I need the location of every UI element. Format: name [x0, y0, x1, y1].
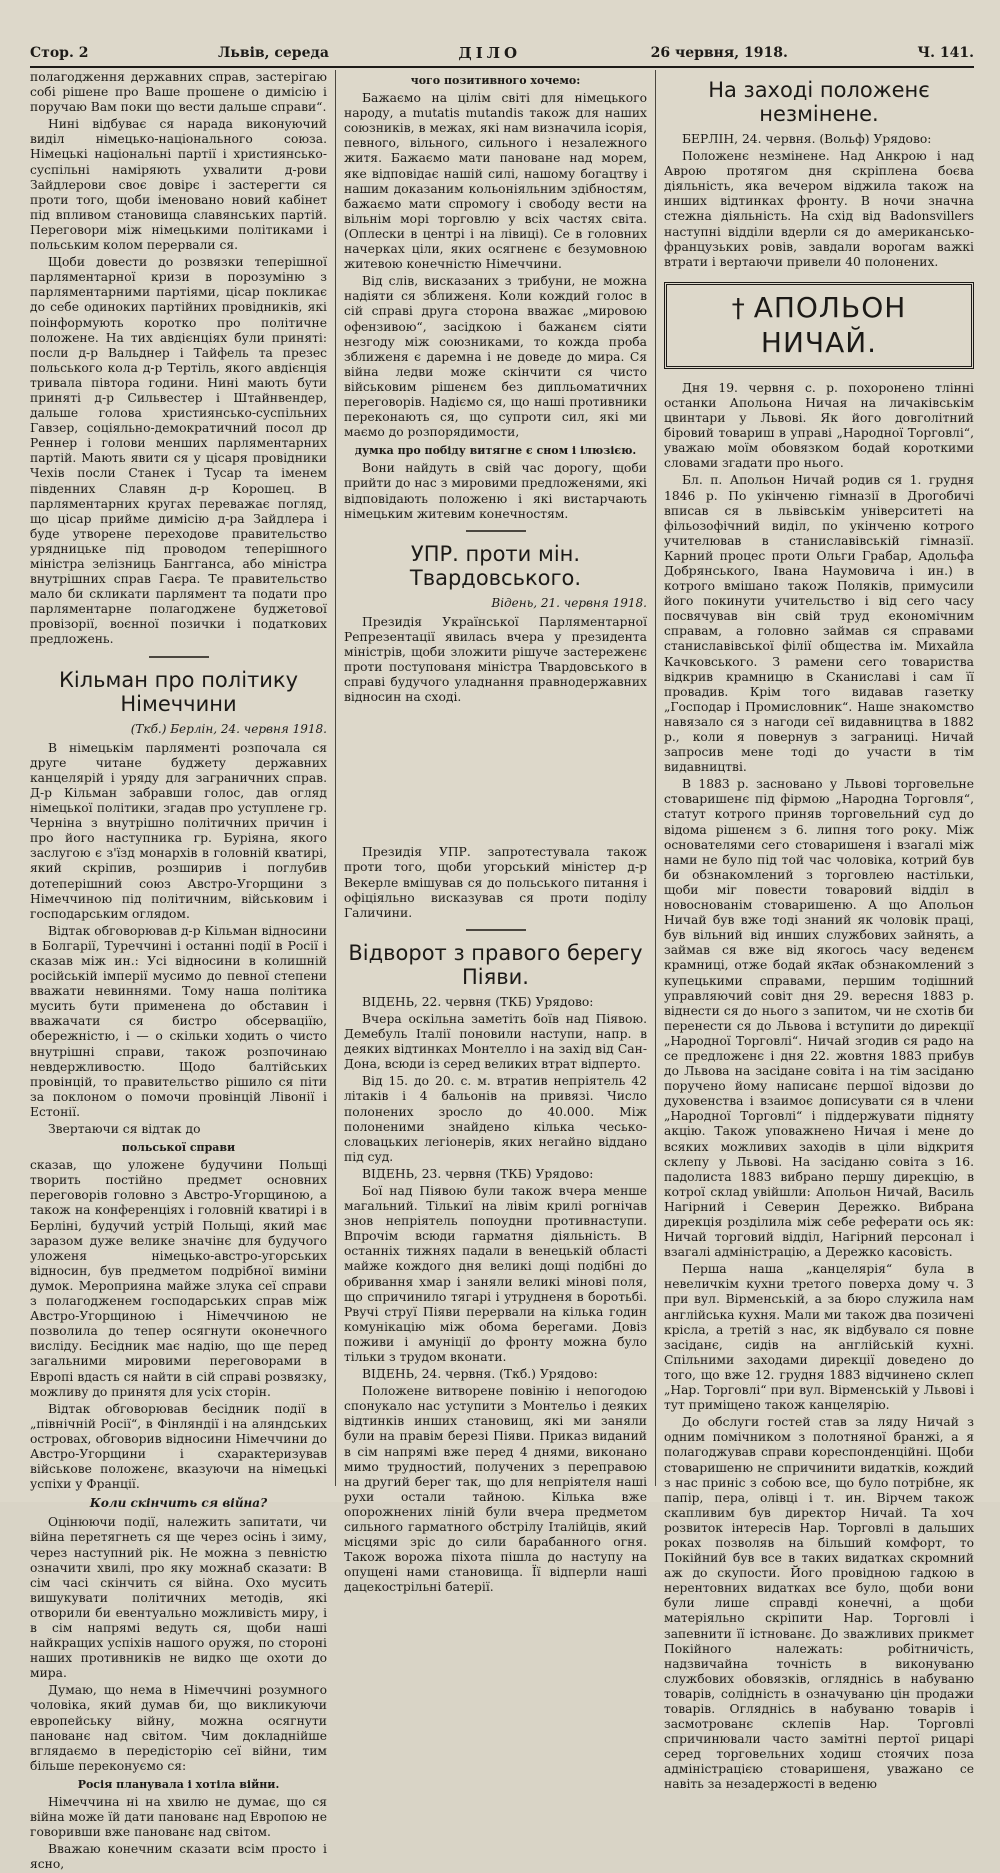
paragraph: Від слів, висказаних з трибуни, не можна надіяти ся зближеня. Коли кождий голос в сій справі друга сторона вважає „мировою офензивою“, засідкою і бажанєм сіяти незгоду між союзниками, то кожда проба зближеня є даремна і не доведе до мира. Ся війна ледви може скінчити ся чисто військовим рішенєм без дипльоматичних переговорів. Надіємо ся, що наші противники переконають ся, що супроти сил, які ми маємо до розпорядимости,: [344, 274, 647, 440]
article-headline: Відворот з правого берегу Піяви.: [348, 940, 643, 989]
dispatch-line: БЕРЛІН, 24. червня. (Вольф) Урядово:: [682, 132, 932, 146]
paragraph: Вони найдуть в свій час дорогу, щоби прийти до нас з мировими предложенями, які відповідають положеню і які вистарчають німецьким житевим конечностям.: [344, 461, 647, 521]
column-left: [30, 70, 336, 1872]
issue-number: Ч. 141.: [917, 45, 974, 61]
paragraph: Відтак обговорював д-р Кільман відносини в Болгарії, Туреччині і останні події в Росії і сказав між ин.: Усі відносини в колишній російській імперії мусимо до певної степени вважати невиннями. Тому наша політика мусить бути применена до обставин і вважачати ся бистро обсерваціїю, обережністю, і — о скільки ходить о чисто внутрішні справи, також розпочинаю невдержливостю. Щодо балтійських провінцій, то правительство рішило ся піти за поклоном о помочи провінцій Лівонії і Естонії.: [30, 923, 327, 1119]
obituary-title: АПОЛЬОН НИЧАЙ.: [753, 290, 907, 359]
page-number: Стор. 2: [30, 45, 89, 61]
paragraph: Президія УПР. запротестувала також проти того, щоби угорський міністер д-р Векерле вмішував ся до польського питання і офіціяльно висказував ся проти поділу Галичини.: [344, 845, 647, 920]
paragraph: Положене витворене повінію і непогодою спонукало нас уступити з Монтельо і деяких відтинків инших становищ, які ми заняли були на правім березі Піяви. Приказ виданий в сім напрямі вже перед 4 днями, виконано мимо трудностий, получених з переправою на другий берег так, що для непріятеля наші рухи остали тайною. Кілька вже опорожнених ліній були вчера предметом сильного гарматного обстрілу Італійців, який місцями зріс до сили барабанного огня. Також ворожа піхота пішла до наступу на опущені нами становища. Її відперли наші дацекострільні батерії.: [344, 1384, 647, 1595]
obituary-heading: [664, 282, 974, 369]
subheading: Коли скінчить ся війна?: [89, 1496, 268, 1511]
divider: [149, 656, 209, 658]
paragraph: Президія Української Парляментарної Репрезентації явилась вчера у президента міністрів, щоби зложити рішуче застереженє проти поступованя міністра Твардовського в справі будучого уладнання правнодержавних відносин на сході.: [344, 614, 647, 705]
divider: [466, 530, 526, 532]
dispatch-line: ВІДЕНЬ, 23. червня (ТКБ) Урядово:: [362, 1166, 594, 1181]
dateline: Відень, 21. червня 1918.: [491, 595, 647, 610]
cross-icon: †: [731, 293, 746, 324]
dateline: (Ткб.) Берлін, 24. червня 1918.: [130, 721, 327, 736]
article-headline: На заході положенє незмінене.: [708, 78, 930, 126]
paragraph: Оцінюючи події, належить запитати, чи війна перетягнеть ся ще через осінь і зиму, через наступний рік. Не можна з певністю означити хвилі, про яку можнаб сказати: В сім часі скінчить ся війна. Охо мусить вишукувати політичних методів, які отворили би евентуально можливість миру, і в сім напрямі ведуть ся, щоби наші найкращих успіхів нашого оружя, по стороні наших противників не видко ще охоти до мира.: [30, 1515, 327, 1681]
paragraph: Положенє незмінене. Над Анкрою і над Аврою протягом дня скріплена боєва діяльність, яка вечером віджила також на инших відтинках фронту. В ночи значна стежна діяльність. На схід від Badonsvillers наступні відділи вдерли ся до американсько-французьких ровів, завдали ворогам важкі втрати і вертаючи привели 40 полонених.: [664, 149, 974, 269]
column-middle: [336, 70, 656, 1595]
censored-blank: [344, 707, 647, 845]
column-right: [656, 70, 974, 1792]
paragraph: Вчера оскільна заметіть боїв над Піявою. Демебуль Італії поновили наступи, напр. в деяких відтинках Монтелло і на захід від Сан-Дона, всюди із серед великих втрат відперто.: [344, 1011, 647, 1072]
paragraph: Вважаю конечним сказати всім просто і ясно,: [30, 1842, 327, 1872]
paragraph: Дня 19. червня с. р. похоронено тлінні останки Апольона Ничая на личаківськім цвинтари у Львові. Як його довголітний біровий товариш в управі „Народної Торговлі“, уважаю моїм обовязком бодай короткими словами згадати про нього.: [664, 380, 974, 471]
article-headline: Кільман про політику Німеччини: [58, 667, 299, 716]
paragraph: Перша наша „канцелярія“ була в невеличкім кухни третого поверха дому ч. 3 при вул. Вірменській, а за бюро служила нам англійська кухня. Мали ми також два позичені крісла, а третій з нас, як відбувало ся повне засіданє, сидів на англійській кухні. Спільними заходами дирекції доведено до того, що вже 12. грудня 1883 відчинено склеп „Нар. Торговлі“ при вул. Вірменській у Львові і тут приміщено також канцелярію.: [664, 1262, 974, 1413]
paragraph: полагодження державних справ, застерігаю собі рішене про Ваше прошене о димісію і поручаю Вам поки що вести дальше справи“.: [30, 70, 327, 115]
place-day: Львів, середа: [217, 45, 329, 61]
paragraph: Думаю, що нема в Німеччині розумного чоловіка, який думав би, що викликуючи европейську війну, можна осягнути панованє над світом. Чим докладнійше вглядаємо в передісторію сеї війни, тим більше переконуємо ся:: [30, 1683, 327, 1773]
paragraph: В 1883 р. засновано у Львові торговельне стоваришенє під фірмою „Народна Торговля“, статут котрого приняв торговельний суд до відома рішенєм з 6. липня того року. Між основателями сего стоваришеня і взагалі між нами не було під той час чоловіка, котрий був би обзнакомлений з торговлею настільки, щоби міг повести товаровий відділ в новоснованім стоваришеню. А що Апольон Ничай був вже тоді знаний як чоловік праці, був вільний від инших службових зайнять, а займав ся вже від якогось часу веденєм крамниці, отже бодай якतак обзнакомлений з купецькими справами, першим тодішний управляючий совіт дня 29. вересня 1883 р. віднести ся до нього з запитом, чи не схотів би перенести ся до Львова і вступити до дирекції „Народної Торговлі“. Ничай згодив ся радо на се предложенє і дня 22. жовтня 1883 прибув до Львова на засідане совіта і на тім засіданю поручено йому написанє першої відозви до духовенства і взаимоє дописувати ся в члени „Народної Торговлі“ і піддержувати підняту акцію. Також уповажнено Ничая і мене до всяких можливих заходів в ціли відкритя склепу у Львові. На засіданю совіта з 16. падолиста 1883 вибрано першу дирекцію, в котрої склад увійшли: Апольон Ничай, Василь Нагірний і Северин Дережко. Вибрана дирекція розділила між себе реферати ось як: Ничай торговий відділ, Нагірний персонал і взагалі адміністрацію, а Дережко касовість.: [664, 777, 974, 1260]
subheading: чого позитивного хочемо:: [410, 74, 581, 87]
columns: [30, 70, 974, 1872]
divider: [466, 929, 526, 931]
paragraph: До обслуги гостей став за ляду Ничай з одним помічником з полотняної бранжі, а я полагоджував справи кореспонденційні. Щоби стоваришеню не спричинити видатків, кождий з нас приніс з собою все, що було потрібне, як папір, пера, олівці і т. ин. Вірчем також скапливим був директор Ничай. Та хоч розвиток інтересів Нар. Торговлі в дальших роках позволяв на більший комфорт, то Покійний був все в таких видатках скромний аж до скупости. Його провідною гадкою в нерентовних видатках все було, щоби вони були лише справді конечні, а щоби матеріяльно скріпити Нар. Торговлі і запевнити її істнованє. До зважливих прикмет Покійного належать: робітничість, надзвичайна точність в виконуваню службових обовязків, огляднісь в набуваню товарів, солідність в означуваню цін продажи товарів. Огляднісь в набуваню товарів і засмотрованє склепів Нар. Торговлі спричинювали часто замітні пертої рицарі серед торговельних ходиш стоячих поза адміністрацією стоваришеня, уважано се навіть за незадержості в веденю: [664, 1415, 974, 1792]
paragraph: Щоби довести до розвязки теперішної парляментарної кризи в порозуміню з парляментарними партіями, цісар покликає до себе одиноких партійних провідників, які поінформують коротко про політичне положене. На тих авдієнціях були приняті: посли д-р Вальднер і Тайфель та презес польського кола д-р Тертіль, якого авдієнція тривала півтора години. Нині мають бути приняті д-р Сильвестер і Штайнвендер, дальше голова християнсько-суспільних Гавзер, соціяльно-демократичний посол др Реннер і голови менших парляментарних партій. Мають явити ся у цісаря провідники Чехів посли Станек і Тусар та іменем південних Славян д-р Корошец. В парляментарних кругах переважає погляд, що цісар прийме димісію д-ра Зайдлера і буде утворене переходове правительство урядницьке під проводом теперішного міністра зелізниць Бангганса, або міністра внутрішних справ Гаєра. Те правительство мало би скликати парлямент та подати про парляментарне полагоджене буджетової провізорії, воєнної позички і податкових предложень.: [30, 255, 327, 647]
page-header: [30, 40, 974, 68]
paragraph: Німеччина ні на хвилю не думає, що ся війна може їй дати панованє над Европою не говоривши вже панованє над світом.: [30, 1795, 327, 1840]
paragraph: Бл. п. Апольон Ничай родив ся 1. грудня 1846 р. По укінченю гімназії в Дрогобичі вписав ся в львівськім університеті на фільозофічний виділ, по укінченю котрого учителював в станиславівській гімназії. Карний процес проти Ольги Грабар, Адольфа Добрянського, Івана Наумовича і ин.) в котрого вмішано також Поляків, примусили його покинути учительство і від сего часу посвячував він свій труд економічним справам, а головно займав ся справами станиславівської філії общества ім. Михайла Качковського. З рамени сего товариства відкрив крамницю в Сканиславі і сам її провадив. Крім того видавав газетку „Господар і Промисловник“. Наше знакомство навязало ся з нагоди сеї видавництва в 1882 р., коли я повернув з заграниці. Ничай запросив мене тоді до участи в тім видавництві.: [664, 473, 974, 775]
paragraph: Бажаємо на цілім світі для німецького народу, а mutatis mutandis також для наших союзників, в межах, які нам визначила ісорія, певного, вільного, сильного і незалежного житя. Бажаємо мати пановане над морем, яке відповідає нашій силі, нашому богацтву і нашим доказаним кольоніяльним здібностям, бажаємо мати спромогу і свободу вести на вільнім морі торговлю у всіх частях світа. (Оплески в центрі і на лівиці). Се в головних начерках ціли, яких осягненє є безумовною житевою конечністю Німеччини.: [344, 91, 647, 272]
paragraph: Нині відбуває ся нарада виконуючий виділ німецько-національного союза. Німецькі національні партії і християнсько-суспільні наміряють ухвалити д-рови Зайдлерови своє довірє і застерегти ся проти того, щоби іменовано новий кабінет під впливом становища славянських партій. Переговори між німецькими політиками і польським колом перервали ся.: [30, 117, 327, 253]
subheading: Росія планувала і хотіла війни.: [77, 1777, 280, 1791]
newspaper-title: ДІЛО: [458, 44, 522, 62]
subheading: думка про побіду витягне є сном і ілюзією.: [354, 444, 637, 458]
article-headline: УПР. проти мін. Твардовського.: [409, 541, 582, 590]
dispatch-line: ВІДЕНЬ, 22. червня (ТКБ) Урядово:: [362, 994, 594, 1009]
paragraph: сказав, що уложене будучини Польщі творить постійно предмет основних переговорів головно з Австро-Угорщиною, а також на конференціях і головній кватирі і в Берліні, будучий устрій Польщі, який має заразом дуже велике значінє для будучого уложеня німецько-австро-угорських відносин, був предметом подрібної виміни думок. Мероприяна майже злука сеї справи з полагодженем господарських справ між Австро-Угорщиною і Німеччиною не позволила до тепер осягнути оконечного висліду. Бесідник має надію, що ще перед загальними мировими переговорами в Европі вдасть ся найти в сій справі розвязку, можливу до принятя для усіх сторін.: [30, 1158, 327, 1399]
paragraph: Від 15. до 20. с. м. втратив непріятель 42 літаків і 4 бальонів на привязі. Число полонених зросло до 40.000. Між полоненими знайдено кілька чесько-словацьких легіонерів, яких негайно віддано під суд.: [344, 1074, 647, 1164]
paragraph: В німецькім парляменті розпочала ся друге читане буджету державних канцелярій і уряду для заграничних справ. Д-р Кільман забравши голос, дав огляд німецької політики, згадав про уступлене гр. Черніна з внутрішно політичних причин і про його наступника гр. Буріяна, якого заслугою є з'їзд монархів в головній кватирі, який скріпив, розширив і поглубив дотеперішний союз Австро-Угорщини з Німеччиною під політичним, військовим і господарським оглядом.: [30, 740, 327, 921]
dispatch-line: ВІДЕНЬ, 24. червня. (Ткб.) Урядово:: [362, 1367, 598, 1382]
subheading: польської справи: [121, 1141, 236, 1155]
paragraph: Бої над Піявою були також вчера менше магальний. Тількиї на лівім крилі рогнічав знов непріятель попоудни противнаступи. Впрочім всюди гарматня діяльність. В останніх тижнях падали в венецькій області майже кождого дня великі дощі подібні до обривання хмар і заняли великі мінові поля, що спричинило тягарі і утрудненя в боротьбі. Рвучі струї Піяви перервали на кілька годин комунікацію між обома берегами. Довіз поживи і амуніції до фронту можна було тільки з трудом вконати.: [344, 1183, 647, 1364]
paragraph: Відтак обговорював бесідник події в „північній Росії“, в Фінляндії і на аляндських островах, обговорив відносини Німеччини до Австро-Угорщини і схарактеризував військове положенє, вказуючи на німецькі успіхи у Франції.: [30, 1401, 327, 1492]
paragraph: Звертаючи ся відтак до: [48, 1122, 201, 1136]
issue-date: 26 червня, 1918.: [650, 45, 788, 61]
